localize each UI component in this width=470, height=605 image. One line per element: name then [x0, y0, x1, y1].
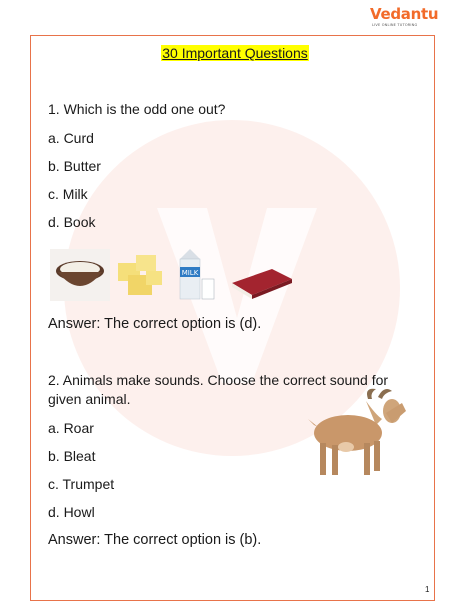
logo-tagline: LIVE ONLINE TUTORING: [372, 23, 418, 27]
question-1-prompt: 1. Which is the odd one out?: [48, 101, 226, 117]
butter-icon: [118, 255, 162, 295]
curd-bowl-icon: [50, 249, 110, 301]
book-icon: [232, 269, 292, 299]
question-1-option-a: a. Curd: [48, 130, 94, 146]
question-2-option-b: b. Bleat: [48, 448, 96, 464]
question-2-option-c: c. Trumpet: [48, 476, 115, 492]
page-title: 30 Important Questions: [162, 45, 308, 61]
vedantu-logo: [370, 5, 439, 32]
milk-label: MILK: [181, 269, 199, 277]
question-2-option-d: d. Howl: [48, 504, 95, 520]
question-1-option-c: c. Milk: [48, 186, 88, 202]
question-2-prompt: 2. Animals make sounds. Choose the correct sound for given animal.: [48, 372, 389, 407]
milk-carton-icon: [180, 249, 214, 299]
goat-icon: [306, 385, 416, 480]
logo-wordmark: Vedantu: [370, 5, 439, 23]
question-1-option-d: d. Book: [48, 214, 96, 230]
question-1-answer: Answer: The correct option is (d).: [48, 316, 262, 332]
question-1-images: [50, 245, 300, 303]
question-2-option-a: a. Roar: [48, 420, 94, 436]
question-1-option-b: b. Butter: [48, 158, 101, 174]
page-number: 1: [425, 585, 430, 594]
question-2-answer: Answer: The correct option is (b).: [48, 532, 262, 548]
